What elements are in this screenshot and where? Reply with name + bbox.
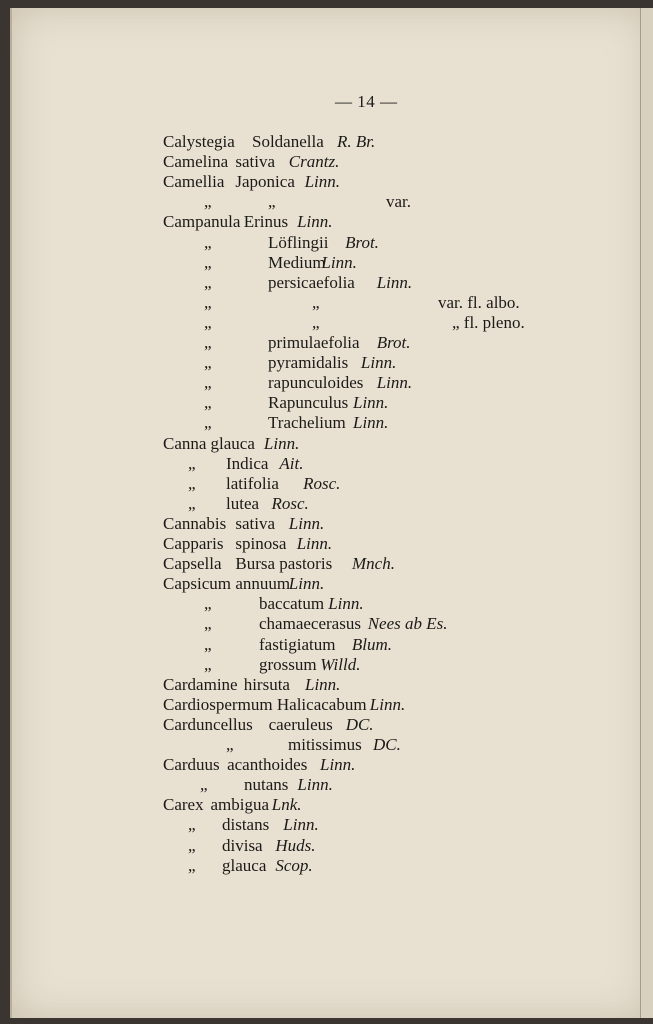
species: acanthoides (227, 755, 308, 775)
species: Rapunculus (268, 393, 349, 413)
genus: Cannabis (163, 513, 227, 533)
author: Linn. (296, 534, 333, 553)
genus: „ (204, 634, 212, 654)
species: „ (312, 312, 320, 332)
genus: Carduus (163, 755, 220, 775)
genus: Carduncellus (163, 714, 253, 734)
genus: Camellia (163, 172, 225, 192)
species: persicaefolia (268, 272, 355, 292)
genus: „ (204, 333, 212, 352)
author: Linn. (288, 574, 325, 594)
species: sativa (235, 513, 276, 533)
author: DC. (373, 735, 401, 754)
genus: „ (204, 353, 212, 373)
author: Linn. (376, 373, 413, 393)
author: Linn. (283, 815, 319, 835)
genus: „ (204, 232, 212, 252)
author: Blum. (351, 634, 393, 654)
author: Linn. (321, 252, 357, 272)
genus: Cardiospermum (163, 694, 273, 714)
genus: Camelina (163, 152, 229, 172)
species: distans (222, 815, 270, 835)
species: hirsuta (243, 674, 290, 694)
genus: Calystegia (163, 132, 235, 151)
species: primulaefolia (268, 333, 360, 352)
author: Linn. (304, 172, 341, 192)
author: Brot. (376, 333, 411, 352)
author: Mnch. (352, 554, 395, 574)
genus: „ (204, 393, 212, 413)
species: latifolia (226, 473, 279, 493)
species: glauca (210, 433, 255, 453)
species: Halicacabum (276, 694, 367, 714)
species: chamaecerasus (259, 614, 361, 634)
genus: Carex (163, 795, 204, 815)
genus: Cardamine (163, 674, 238, 694)
species: Erinus (243, 212, 289, 232)
author: Crantz. (288, 152, 340, 172)
genus: „ (204, 292, 212, 312)
genus: „ (188, 453, 196, 473)
author: Scop. (275, 855, 313, 875)
species: „ (268, 192, 276, 212)
genus: „ (188, 473, 196, 493)
author: Nees ab Es. (367, 614, 448, 634)
genus: „ (200, 775, 208, 795)
species: „ (312, 292, 320, 312)
variety: var. fl. albo. (438, 292, 520, 312)
genus: Canna (163, 433, 207, 453)
species: pyramidalis (268, 353, 349, 373)
species: Soldanella (252, 132, 324, 151)
genus: Capsicum (163, 574, 231, 594)
species: grossum (259, 654, 317, 674)
variety: var. (386, 192, 412, 212)
species: Trachelium (268, 413, 346, 433)
genus: Campanula (163, 212, 241, 232)
species: divisa (222, 835, 263, 855)
author: Rosc. (271, 493, 309, 513)
species: Löflingii (268, 232, 329, 252)
author: Linn. (297, 775, 333, 795)
genus: Capparis (163, 534, 224, 553)
genus: „ (204, 272, 212, 292)
page-edge (640, 8, 653, 1018)
author: R. Br. (337, 132, 376, 151)
species: Japonica (235, 172, 295, 192)
genus: „ (188, 493, 196, 513)
author: Linn. (353, 413, 389, 433)
author: Lnk. (271, 795, 302, 815)
author: Huds. (275, 835, 316, 855)
species: Medium (268, 252, 326, 272)
species: Bursa pastoris (235, 554, 333, 574)
page-number: — 14 — (335, 92, 398, 111)
genus: „ (204, 413, 212, 433)
genus: „ (204, 312, 212, 332)
species: baccatum (259, 594, 325, 614)
species: mitissimus (288, 735, 362, 754)
author: Linn. (297, 212, 333, 232)
genus: Capsella (163, 554, 222, 574)
genus: „ (226, 735, 234, 754)
species: nutans (244, 775, 289, 795)
species: Indica (226, 453, 269, 473)
author: Linn. (320, 755, 356, 775)
author: Linn. (353, 393, 389, 413)
author: Linn. (288, 513, 325, 533)
author: Linn. (369, 694, 406, 714)
species: rapunculoides (268, 373, 364, 393)
species: fastigiatum (259, 634, 336, 654)
author: Linn. (360, 353, 397, 373)
genus: „ (188, 835, 196, 855)
species: lutea (226, 493, 260, 513)
species: sativa (235, 152, 276, 172)
genus: „ (204, 614, 212, 634)
author: Willd. (320, 654, 361, 674)
species: annuum (235, 574, 291, 594)
genus: „ (204, 654, 212, 674)
variety: „ fl. pleno. (452, 312, 525, 332)
author: Brot. (345, 232, 379, 252)
author: Linn. (263, 433, 300, 453)
author: Rosc. (303, 473, 341, 493)
species: glauca (222, 855, 267, 875)
genus: „ (204, 594, 212, 614)
author: Linn. (328, 594, 364, 614)
genus: „ (204, 373, 212, 393)
author: DC. (345, 714, 374, 734)
genus: „ (188, 815, 196, 835)
species: spinosa (235, 534, 287, 553)
species: ambigua (210, 795, 270, 815)
genus: „ (204, 252, 212, 272)
species: caeruleus (268, 714, 333, 734)
genus: „ (188, 855, 196, 875)
author: Linn. (376, 272, 413, 292)
author: Linn. (305, 674, 341, 694)
genus: „ (204, 192, 212, 212)
author: Ait. (279, 453, 304, 473)
